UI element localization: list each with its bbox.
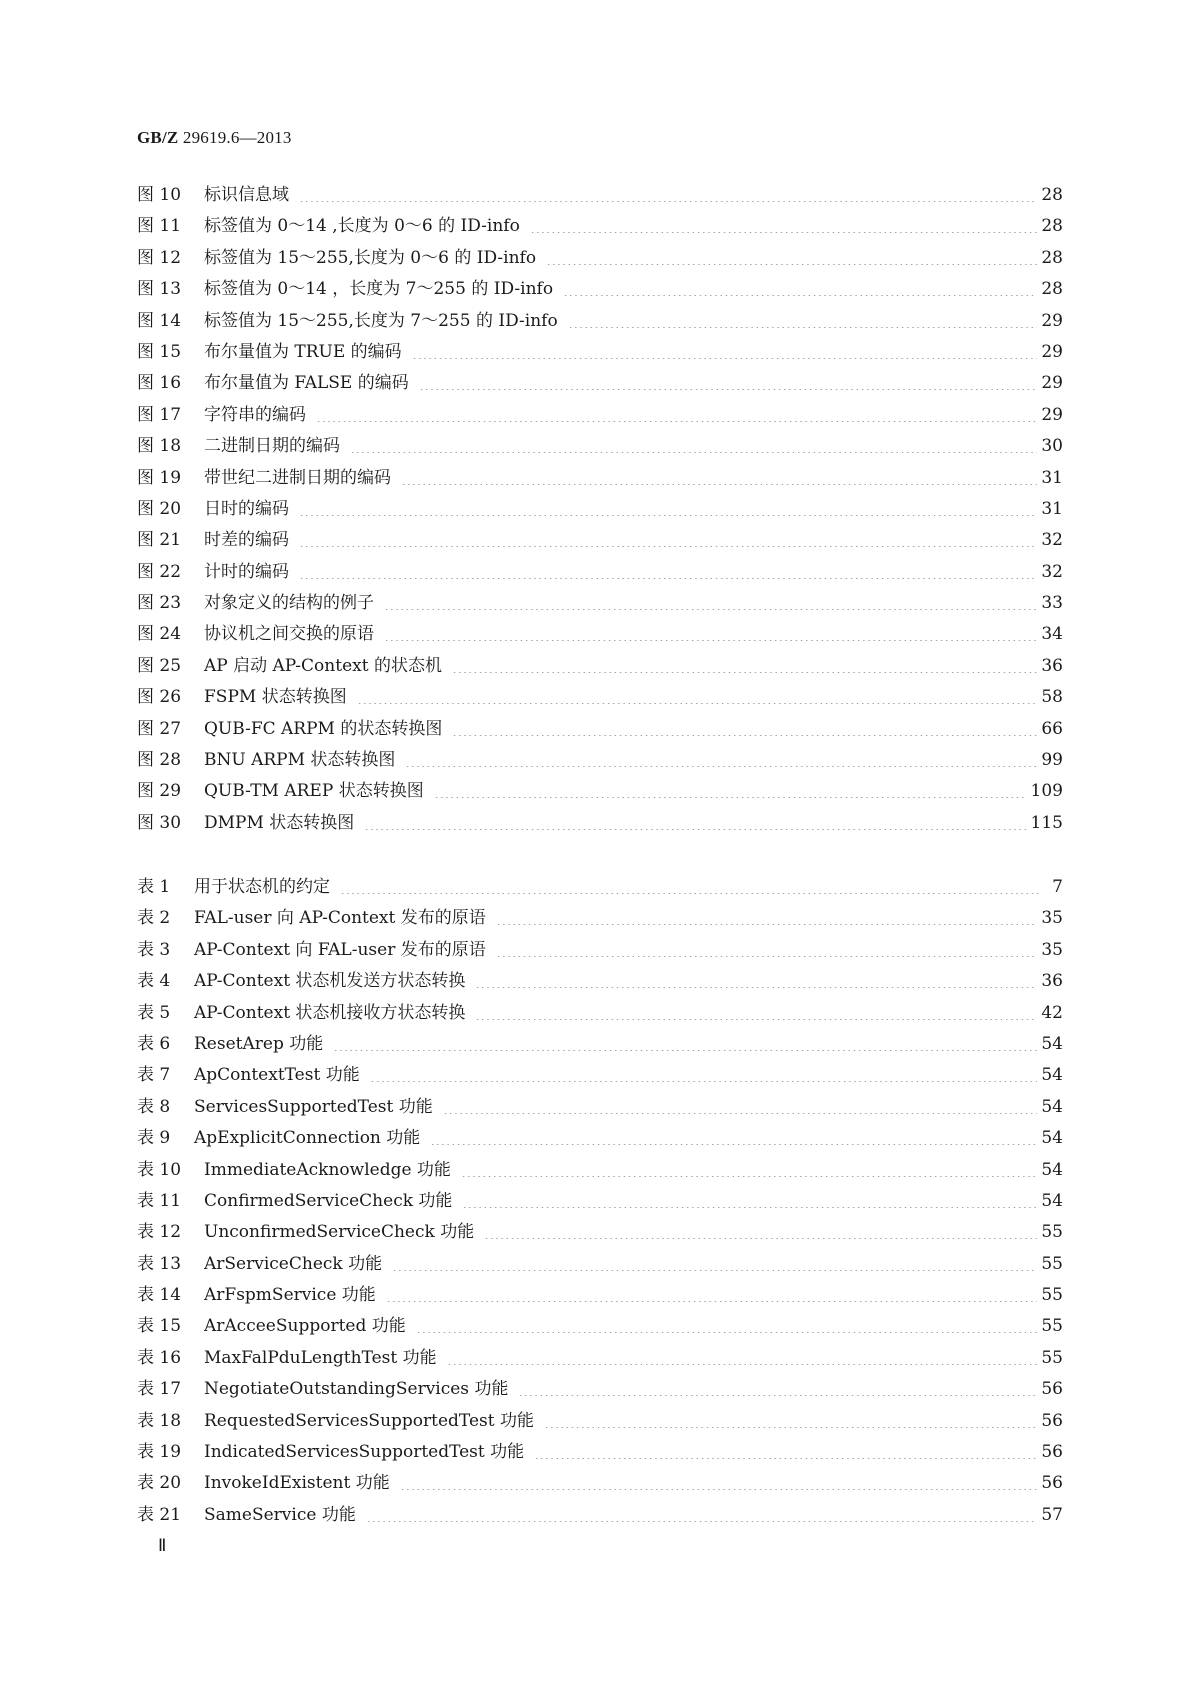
figure-number: 图 11 bbox=[137, 216, 182, 237]
figure-title: 标签值为 0～14 ,长度为 0～6 的 ID-info bbox=[204, 216, 520, 237]
table-number: 表 11 bbox=[137, 1190, 182, 1211]
figure-number: 图 29 bbox=[137, 781, 182, 802]
figure-number: 图 25 bbox=[137, 655, 182, 676]
figure-page-number: 99 bbox=[1041, 750, 1063, 771]
table-number: 表 21 bbox=[137, 1504, 182, 1525]
dot-leader bbox=[316, 405, 1037, 422]
figure-page-number: 36 bbox=[1041, 655, 1063, 676]
table-entry[interactable] bbox=[137, 1029, 1063, 1060]
table-page-number: 54 bbox=[1041, 1033, 1063, 1054]
table-title: ArServiceCheck 功能 bbox=[204, 1253, 383, 1274]
table-page-number: 57 bbox=[1041, 1504, 1063, 1525]
dot-leader bbox=[475, 971, 1037, 988]
table-entry[interactable] bbox=[137, 1186, 1063, 1217]
table-number: 表 2 bbox=[137, 908, 171, 929]
figure-entry[interactable] bbox=[137, 682, 1063, 713]
table-page-number: 54 bbox=[1041, 1159, 1063, 1180]
table-number: 表 16 bbox=[137, 1347, 182, 1368]
dot-leader bbox=[400, 1473, 1038, 1490]
table-title: ResetArep 功能 bbox=[194, 1033, 324, 1054]
table-number: 表 18 bbox=[137, 1410, 182, 1431]
table-entry[interactable] bbox=[137, 966, 1063, 997]
figure-entry[interactable] bbox=[137, 776, 1063, 807]
figure-title: 标签值为 15～255,长度为 7～255 的 ID-info bbox=[204, 310, 558, 331]
table-page-number: 36 bbox=[1041, 971, 1063, 992]
figure-page-number: 58 bbox=[1041, 687, 1063, 708]
table-entry[interactable] bbox=[137, 903, 1063, 934]
table-entry[interactable] bbox=[137, 1280, 1063, 1311]
table-page-number: 56 bbox=[1041, 1473, 1063, 1494]
figure-title: 对象定义的结构的例子 bbox=[204, 593, 374, 614]
figure-entry[interactable] bbox=[137, 306, 1063, 337]
figure-title: 标签值为 15～255,长度为 0～6 的 ID-info bbox=[204, 247, 537, 268]
figure-number: 图 19 bbox=[137, 467, 182, 488]
figure-entry[interactable] bbox=[137, 651, 1063, 682]
figure-entry[interactable] bbox=[137, 337, 1063, 368]
dot-leader bbox=[364, 813, 1026, 830]
table-number: 表 8 bbox=[137, 1096, 171, 1117]
table-title: MaxFalPduLengthTest 功能 bbox=[204, 1347, 437, 1368]
table-entry[interactable] bbox=[137, 1500, 1063, 1531]
table-entry[interactable] bbox=[137, 1092, 1063, 1123]
table-title: ArFspmService 功能 bbox=[204, 1285, 376, 1306]
figure-entry[interactable] bbox=[137, 274, 1063, 305]
figure-entry[interactable] bbox=[137, 463, 1063, 494]
dot-leader bbox=[434, 781, 1027, 798]
figure-number: 图 10 bbox=[137, 185, 182, 205]
table-page-number: 42 bbox=[1041, 1002, 1063, 1023]
table-number: 表 15 bbox=[137, 1316, 182, 1337]
dot-leader bbox=[401, 468, 1037, 485]
dot-leader bbox=[419, 373, 1038, 390]
dot-leader bbox=[518, 1379, 1037, 1396]
figure-page-number: 34 bbox=[1041, 624, 1063, 645]
table-number: 表 20 bbox=[137, 1473, 182, 1494]
dot-leader bbox=[496, 908, 1038, 925]
dot-leader bbox=[546, 248, 1037, 265]
dot-leader bbox=[452, 719, 1037, 736]
figure-entry[interactable] bbox=[137, 557, 1063, 588]
dot-leader bbox=[563, 279, 1037, 296]
dot-leader bbox=[384, 593, 1037, 610]
figure-number: 图 22 bbox=[137, 561, 182, 582]
figure-page-number: 28 bbox=[1041, 247, 1063, 268]
dot-leader bbox=[568, 311, 1038, 328]
dot-leader bbox=[484, 1222, 1037, 1239]
table-title: ApExplicitConnection 功能 bbox=[194, 1128, 421, 1149]
table-page-number: 54 bbox=[1041, 1128, 1063, 1149]
figure-number: 图 24 bbox=[137, 624, 182, 645]
figure-title: 字符串的编码 bbox=[204, 404, 306, 425]
dot-leader bbox=[461, 1160, 1037, 1177]
dot-leader bbox=[443, 1097, 1038, 1114]
table-title: ImmediateAcknowledge 功能 bbox=[204, 1159, 451, 1180]
table-number: 表 10 bbox=[137, 1159, 182, 1180]
table-page-number: 54 bbox=[1041, 1190, 1063, 1211]
figure-entry[interactable] bbox=[137, 588, 1063, 619]
table-entry[interactable] bbox=[137, 1311, 1063, 1342]
dot-leader bbox=[384, 624, 1037, 641]
figure-entry[interactable] bbox=[137, 180, 1063, 211]
table-number: 表 5 bbox=[137, 1002, 171, 1023]
dot-leader bbox=[534, 1442, 1037, 1459]
table-page-number: 7 bbox=[1052, 877, 1063, 897]
table-page-number: 55 bbox=[1041, 1316, 1063, 1337]
table-number: 表 4 bbox=[137, 971, 171, 992]
dot-leader bbox=[392, 1254, 1037, 1271]
table-number: 表 1 bbox=[137, 877, 171, 897]
table-title: RequestedServicesSupportedTest 功能 bbox=[204, 1410, 534, 1431]
page-number: Ⅱ bbox=[158, 1536, 167, 1555]
dot-leader bbox=[299, 530, 1037, 547]
figure-title: 标签值为 0～14 ，长度为 7～255 的 ID-info bbox=[204, 279, 554, 300]
figure-entry[interactable] bbox=[137, 400, 1063, 431]
dot-leader bbox=[462, 1191, 1037, 1208]
table-entry[interactable] bbox=[137, 872, 1063, 903]
figure-page-number: 33 bbox=[1041, 593, 1063, 614]
table-page-number: 55 bbox=[1041, 1285, 1063, 1306]
figure-entry[interactable] bbox=[137, 243, 1063, 274]
figure-title: 带世纪二进制日期的编码 bbox=[204, 467, 391, 488]
figure-number: 图 21 bbox=[137, 530, 182, 551]
figure-title: 计时的编码 bbox=[204, 561, 289, 582]
dot-leader bbox=[357, 687, 1038, 704]
dot-leader bbox=[386, 1285, 1038, 1302]
figure-page-number: 29 bbox=[1041, 373, 1063, 394]
dot-leader bbox=[299, 562, 1037, 579]
standard-code: GB/Z bbox=[137, 128, 179, 147]
figure-title: QUB-TM AREP 状态转换图 bbox=[204, 781, 424, 802]
figure-page-number: 30 bbox=[1041, 436, 1063, 457]
table-number: 表 12 bbox=[137, 1222, 182, 1243]
table-page-number: 35 bbox=[1041, 908, 1063, 929]
document-header bbox=[137, 128, 292, 148]
dot-leader bbox=[299, 499, 1037, 516]
table-title: AP-Context 向 FAL-user 发布的原语 bbox=[194, 939, 486, 960]
dot-leader bbox=[405, 750, 1037, 767]
figure-page-number: 28 bbox=[1041, 279, 1063, 300]
table-entry[interactable] bbox=[137, 1374, 1063, 1405]
table-title: ConfirmedServiceCheck 功能 bbox=[204, 1190, 453, 1211]
table-number: 表 14 bbox=[137, 1285, 182, 1306]
figure-number: 图 13 bbox=[137, 279, 182, 300]
table-title: AP-Context 状态机发送方状态转换 bbox=[194, 971, 466, 992]
dot-leader bbox=[496, 940, 1038, 957]
dot-leader bbox=[350, 436, 1037, 453]
figure-page-number: 29 bbox=[1041, 404, 1063, 425]
table-title: ArAcceeSupported 功能 bbox=[204, 1316, 406, 1337]
figure-title: 布尔量值为 TRUE 的编码 bbox=[204, 341, 402, 362]
table-entry[interactable] bbox=[137, 1437, 1063, 1468]
figure-title: 二进制日期的编码 bbox=[204, 436, 340, 457]
table-title: ServicesSupportedTest 功能 bbox=[194, 1096, 433, 1117]
figure-page-number: 28 bbox=[1041, 185, 1063, 205]
dot-leader bbox=[340, 877, 1041, 894]
dot-leader bbox=[544, 1411, 1037, 1428]
figure-number: 图 23 bbox=[137, 593, 182, 614]
table-title: FAL-user 向 AP-Context 发布的原语 bbox=[194, 908, 486, 929]
figure-entry[interactable] bbox=[137, 745, 1063, 776]
table-entry[interactable] bbox=[137, 1217, 1063, 1248]
table-page-number: 54 bbox=[1041, 1065, 1063, 1086]
figure-number: 图 18 bbox=[137, 436, 182, 457]
table-title: UnconfirmedServiceCheck 功能 bbox=[204, 1222, 475, 1243]
table-page-number: 56 bbox=[1041, 1442, 1063, 1463]
dot-leader bbox=[370, 1065, 1038, 1082]
figure-list bbox=[137, 180, 1063, 839]
figure-title: QUB-FC ARPM 的状态转换图 bbox=[204, 718, 443, 739]
figure-title: 时差的编码 bbox=[204, 530, 289, 551]
figure-title: 标识信息域 bbox=[204, 185, 289, 205]
figure-number: 图 15 bbox=[137, 341, 182, 362]
figure-page-number: 29 bbox=[1041, 341, 1063, 362]
figure-entry[interactable] bbox=[137, 431, 1063, 462]
figure-number: 图 20 bbox=[137, 498, 182, 519]
table-page-number: 54 bbox=[1041, 1096, 1063, 1117]
figure-page-number: 31 bbox=[1041, 498, 1063, 519]
table-number: 表 7 bbox=[137, 1065, 171, 1086]
figure-entry[interactable] bbox=[137, 211, 1063, 242]
dot-leader bbox=[333, 1034, 1037, 1051]
figure-entry[interactable] bbox=[137, 714, 1063, 745]
figure-entry[interactable] bbox=[137, 494, 1063, 525]
figure-title: FSPM 状态转换图 bbox=[204, 687, 347, 708]
figure-page-number: 31 bbox=[1041, 467, 1063, 488]
standard-number: 29619.6—2013 bbox=[182, 128, 292, 147]
table-title: 用于状态机的约定 bbox=[194, 877, 330, 897]
table-title: SameService 功能 bbox=[204, 1504, 356, 1525]
figure-title: DMPM 状态转换图 bbox=[204, 812, 355, 833]
figure-page-number: 29 bbox=[1041, 310, 1063, 331]
figure-number: 图 17 bbox=[137, 404, 182, 425]
table-number: 表 19 bbox=[137, 1442, 182, 1463]
table-title: InvokeIdExistent 功能 bbox=[204, 1473, 390, 1494]
table-title: IndicatedServicesSupportedTest 功能 bbox=[204, 1442, 525, 1463]
table-number: 表 13 bbox=[137, 1253, 182, 1274]
table-number: 表 9 bbox=[137, 1128, 171, 1149]
dot-leader bbox=[452, 656, 1037, 673]
figure-number: 图 14 bbox=[137, 310, 182, 331]
table-entry[interactable] bbox=[137, 1406, 1063, 1437]
dot-leader bbox=[447, 1348, 1038, 1365]
table-page-number: 56 bbox=[1041, 1379, 1063, 1400]
figure-number: 图 16 bbox=[137, 373, 182, 394]
table-entry[interactable] bbox=[137, 1060, 1063, 1091]
figure-entry[interactable] bbox=[137, 368, 1063, 399]
table-entry[interactable] bbox=[137, 1343, 1063, 1374]
table-entry[interactable] bbox=[137, 1468, 1063, 1499]
table-title: AP-Context 状态机接收方状态转换 bbox=[194, 1002, 466, 1023]
figure-page-number: 66 bbox=[1041, 718, 1063, 739]
table-number: 表 6 bbox=[137, 1033, 171, 1054]
figure-number: 图 26 bbox=[137, 687, 182, 708]
figure-page-number: 115 bbox=[1030, 812, 1063, 833]
figure-title: 协议机之间交换的原语 bbox=[204, 624, 374, 645]
table-entry[interactable] bbox=[137, 1123, 1063, 1154]
table-page-number: 55 bbox=[1041, 1222, 1063, 1243]
figure-page-number: 32 bbox=[1041, 530, 1063, 551]
figure-entry[interactable] bbox=[137, 619, 1063, 650]
table-page-number: 55 bbox=[1041, 1253, 1063, 1274]
dot-leader bbox=[366, 1505, 1038, 1522]
dot-leader bbox=[416, 1316, 1038, 1333]
table-page-number: 35 bbox=[1041, 939, 1063, 960]
table-title: ApContextTest 功能 bbox=[194, 1065, 360, 1086]
dot-leader bbox=[299, 185, 1037, 202]
dot-leader bbox=[530, 216, 1038, 233]
dot-leader bbox=[475, 1003, 1037, 1020]
figure-entry[interactable] bbox=[137, 525, 1063, 556]
figure-page-number: 28 bbox=[1041, 216, 1063, 237]
figure-title: 布尔量值为 FALSE 的编码 bbox=[204, 373, 409, 394]
figure-number: 图 30 bbox=[137, 812, 182, 833]
figure-page-number: 109 bbox=[1030, 781, 1063, 802]
table-page-number: 55 bbox=[1041, 1347, 1063, 1368]
figure-number: 图 28 bbox=[137, 750, 182, 771]
figure-title: 日时的编码 bbox=[204, 498, 289, 519]
dot-leader bbox=[430, 1128, 1037, 1145]
table-entry[interactable] bbox=[137, 998, 1063, 1029]
figure-page-number: 32 bbox=[1041, 561, 1063, 582]
table-entry[interactable] bbox=[137, 935, 1063, 966]
table-page-number: 56 bbox=[1041, 1410, 1063, 1431]
figure-title: AP 启动 AP-Context 的状态机 bbox=[204, 655, 442, 676]
table-list bbox=[137, 872, 1063, 1531]
figure-number: 图 27 bbox=[137, 718, 182, 739]
figure-number: 图 12 bbox=[137, 247, 182, 268]
figure-entry[interactable] bbox=[137, 808, 1063, 839]
table-title: NegotiateOutstandingServices 功能 bbox=[204, 1379, 509, 1400]
table-number: 表 3 bbox=[137, 939, 171, 960]
figure-title: BNU ARPM 状态转换图 bbox=[204, 750, 396, 771]
table-number: 表 17 bbox=[137, 1379, 182, 1400]
table-entry[interactable] bbox=[137, 1249, 1063, 1280]
table-entry[interactable] bbox=[137, 1155, 1063, 1186]
dot-leader bbox=[412, 342, 1038, 359]
